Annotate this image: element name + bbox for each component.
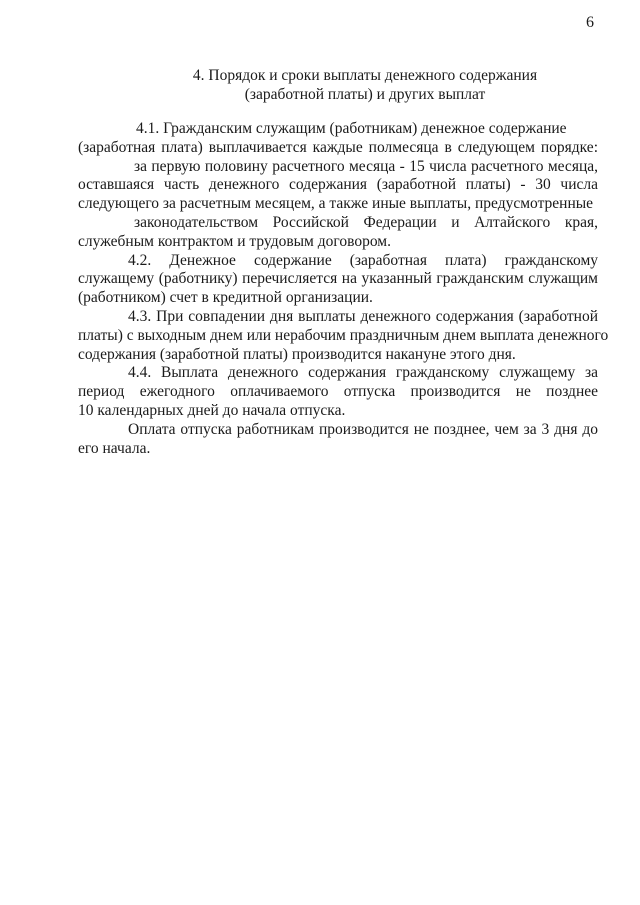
body-line: 4.3. При совпадении дня выплаты денежного содержания (заработной: [128, 307, 598, 325]
body-line: законодательством Российской Федерации и Алтайского края,: [134, 213, 598, 231]
body-line: за первую половину расчетного месяца - 15 числа расчетного месяца,: [134, 157, 598, 175]
body-line: служащему (работнику) перечисляется на указанный гражданским служащим: [78, 270, 598, 288]
body-line: (заработная плата) выплачивается каждые полмесяца в следующем порядке:: [78, 138, 598, 156]
body-line: период ежегодного оплачиваемого отпуска производится не позднее: [78, 383, 598, 401]
section-title-line-2: (заработной платы) и других выплат: [244, 86, 486, 103]
body-line: (работником) счет в кредитной организации.: [78, 289, 373, 307]
body-line: платы) с выходным днем или нерабочим праздничным днем выплата денежного: [78, 326, 609, 344]
page-number: 6: [586, 14, 594, 31]
section-title: [0, 66, 640, 104]
body-line: 10 календарных дней до начала отпуска.: [78, 401, 346, 419]
body-line: содержания (заработной платы) производится накануне этого дня.: [78, 345, 516, 363]
body-line: 4.2. Денежное содержание (заработная плата) гражданскому: [128, 251, 598, 269]
section-title-line-1: 4. Порядок и сроки выплаты денежного содержания: [192, 67, 538, 84]
body-line: следующего за расчетным месяцем, а также иные выплаты, предусмотренные: [78, 195, 594, 213]
section-body: [78, 120, 609, 458]
body-line: Оплата отпуска работникам производится не позднее, чем за 3 дня до: [128, 420, 598, 438]
body-line: 4.1. Гражданским служащим (работникам) денежное содержание: [136, 120, 567, 137]
body-line: 4.4. Выплата денежного содержания гражданскому служащему за: [128, 364, 598, 382]
body-line: его начала.: [78, 439, 151, 457]
body-line: служебным контрактом и трудовым договором.: [78, 232, 391, 250]
body-line: оставшаяся часть денежного содержания (заработной платы) - 30 числа: [78, 176, 598, 194]
